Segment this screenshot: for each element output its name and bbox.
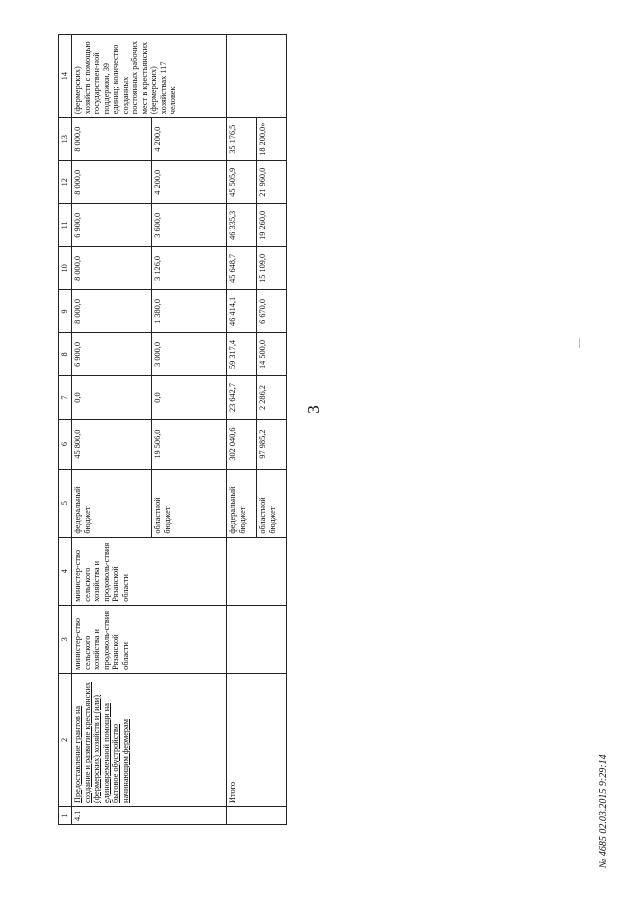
header-cell: 1: [59, 806, 72, 824]
funding-source-federal: федеральный бюджет: [227, 469, 257, 537]
total-value-cell: 14 500,0: [257, 333, 287, 376]
value-cell: 6 900,0: [72, 333, 152, 376]
total-value-cell: 97 985,2: [257, 419, 287, 469]
measure-title: Предоставление грантов на создание и развитие крестьянских (фермерских) хозяйств и (или) единовременной помощи на бытовое обустройство начинающим фермерам: [72, 673, 227, 806]
empty-cell: [227, 35, 287, 118]
total-value-cell: 35 176,5: [227, 118, 257, 161]
value-cell: 8 000,0: [72, 247, 152, 290]
table-row-total-federal: [227, 35, 257, 825]
header-cell: 7: [59, 376, 72, 419]
result-description: (фермерских) хозяйств с помощью государствен-ной поддержки, 39 единиц; количество созданных постоянных рабочих мест в крестьянских (фермерских) хозяйствах 117 человек: [72, 35, 227, 118]
funding-source-regional: областной бюджет: [152, 469, 227, 537]
total-label: Итого: [227, 673, 287, 806]
total-value-cell: 15 109,0: [257, 247, 287, 290]
header-cell: 5: [59, 469, 72, 537]
funding-source-federal: федеральный бюджет: [72, 469, 152, 537]
header-cell: 3: [59, 605, 72, 673]
coexecutor-cell: министер-ство сельского хозяйства и продоволь-ствия Рязанской области: [72, 537, 227, 605]
total-value-cell: 6 670,0: [257, 290, 287, 333]
budget-table: [58, 34, 287, 825]
header-cell: 6: [59, 419, 72, 469]
table-row-4-1-federal: [72, 35, 152, 825]
header-row: [59, 35, 72, 825]
total-value-cell: 302 040,6: [227, 419, 257, 469]
value-cell: 6 900,0: [72, 204, 152, 247]
header-cell: 4: [59, 537, 72, 605]
registration-stamp-text: № 4685 02.03.2015 9:29:14: [598, 754, 609, 868]
rotated-table-container: [58, 34, 307, 825]
rotated-table-area: [58, 34, 307, 825]
empty-cell: [227, 605, 287, 673]
executor-cell: министер-ство сельского хозяйства и продоволь-ствия Рязанской области: [72, 605, 227, 673]
value-cell: 19 506,0: [152, 419, 227, 469]
value-cell: 8 000,0: [72, 118, 152, 161]
empty-cell: [227, 537, 287, 605]
total-value-cell: 18 200,0»: [257, 118, 287, 161]
total-value-cell: 23 642,7: [227, 376, 257, 419]
total-value-cell: 46 414,1: [227, 290, 257, 333]
value-cell: 8 000,0: [72, 161, 152, 204]
value-cell: 1 380,0: [152, 290, 227, 333]
total-value-cell: 19 260,0: [257, 204, 287, 247]
value-cell: 3 000,0: [152, 333, 227, 376]
value-cell: 4 200,0: [152, 118, 227, 161]
header-cell: 2: [59, 673, 72, 806]
total-value-cell: 45 505,9: [227, 161, 257, 204]
total-value-cell: 46 335,3: [227, 204, 257, 247]
value-cell: 4 200,0: [152, 161, 227, 204]
total-value-cell: 45 648,7: [227, 247, 257, 290]
header-cell: 13: [59, 118, 72, 161]
value-cell: 0,0: [72, 376, 152, 419]
value-cell: 3 600,0: [152, 204, 227, 247]
value-cell: 0,0: [152, 376, 227, 419]
header-cell: 12: [59, 161, 72, 204]
funding-source-regional: областной бюджет: [257, 469, 287, 537]
header-cell: 11: [59, 204, 72, 247]
total-value-cell: 21 960,0: [257, 161, 287, 204]
empty-cell: [227, 806, 287, 824]
header-cell: 8: [59, 333, 72, 376]
header-cell: 9: [59, 290, 72, 333]
value-cell: 3 126,0: [152, 247, 227, 290]
total-value-cell: 59 317,4: [227, 333, 257, 376]
header-cell: 14: [59, 35, 72, 118]
registration-stamp-icon: [588, 709, 640, 749]
header-cell: 10: [59, 247, 72, 290]
value-cell: 45 800,0: [72, 419, 152, 469]
row-number: 4.1: [72, 806, 227, 824]
page-number: 3: [303, 405, 323, 414]
scan-mark: [579, 338, 580, 348]
value-cell: 8 000,0: [72, 290, 152, 333]
total-value-cell: 2 286,2: [257, 376, 287, 419]
